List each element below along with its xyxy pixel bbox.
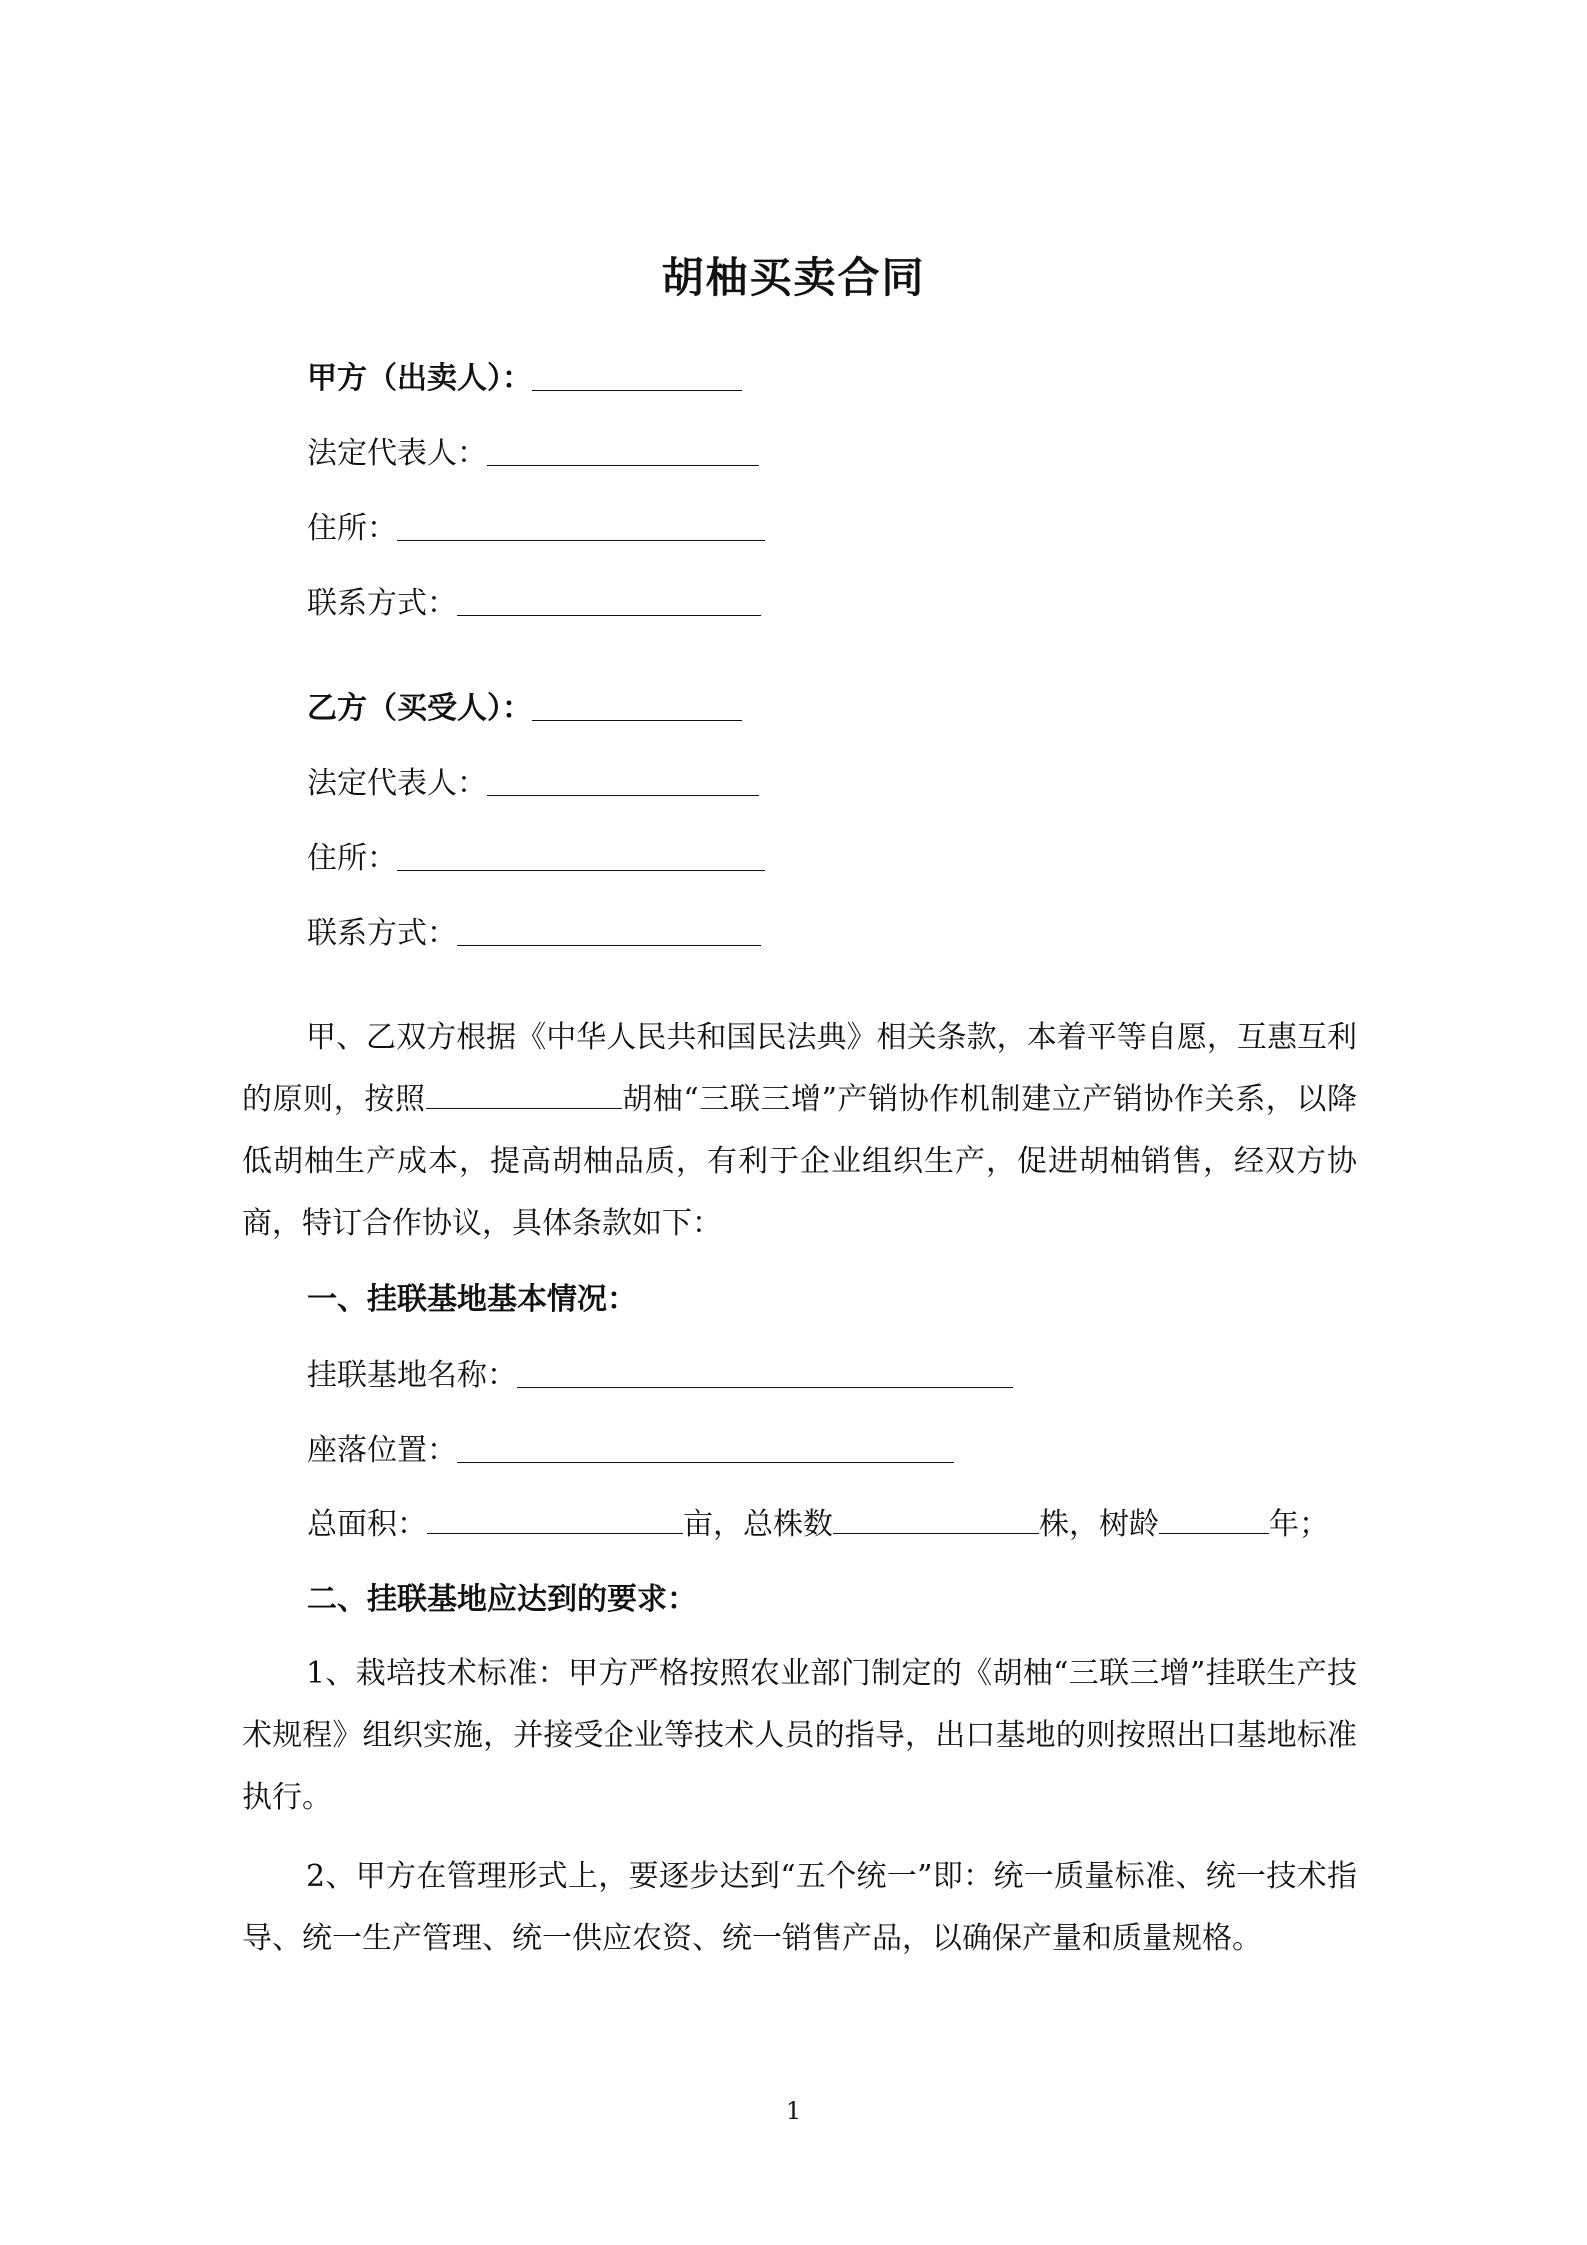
base-name-row (307, 1352, 1013, 1396)
intro-text-part1: 甲、乙双方根据《中华人民共和国民法典》相关条款，本着平等自愿，互惠互利的原则，按照 (242, 1020, 1357, 1117)
area-label: 总面积： (307, 1507, 427, 1542)
location-blank[interactable] (457, 1432, 954, 1463)
party-a-contact-blank[interactable] (457, 585, 761, 616)
party-a-name-blank[interactable] (532, 360, 742, 391)
party-a-legal-rep-row (307, 430, 759, 474)
party-a-heading-row (307, 355, 742, 399)
party-b-address-row (307, 835, 765, 879)
section2-item1: 1、栽培技术标准：甲方严格按照农业部门制定的《胡柚“三联三增”挂联生产技术规程》组织实施，并接受企业等技术人员的指导，出口基地的则按照出口基地标准执行。 (242, 1656, 1357, 1815)
tree-unit: 株，树龄 (1039, 1507, 1159, 1542)
section2-heading: 二、挂联基地应达到的要求： (307, 1582, 697, 1617)
party-b-contact-row (307, 910, 761, 954)
party-a-address-label: 住所： (307, 511, 397, 546)
section2-item2: 2、甲方在管理形式上，要逐步达到“五个统一”即：统一质量标准、统一技术指导、统一生产管理、统一供应农资、统一销售产品，以确保产量和质量规格。 (242, 1859, 1357, 1956)
party-b-heading: 乙方（买受人）： (307, 691, 532, 726)
area-row (307, 1503, 1329, 1545)
location-row (307, 1427, 954, 1471)
tree-age-blank[interactable] (1159, 1503, 1269, 1534)
party-a-legal-rep-label: 法定代表人： (307, 436, 487, 471)
intro-text-part2: 胡柚“三联三增”产销协作机制建立产销协作关系，以降低胡柚生产成本，提高胡柚品质，有利于企业组织生产，促进胡柚销售，经双方协商，特订合作协议，具体条款如下： (242, 1082, 1357, 1241)
party-b-legal-rep-row (307, 760, 759, 804)
party-b-name-blank[interactable] (532, 690, 742, 721)
party-a-address-row (307, 505, 765, 549)
tree-count-blank[interactable] (833, 1503, 1039, 1534)
age-unit: 年； (1269, 1507, 1329, 1542)
party-a-contact-row (307, 580, 761, 624)
page-number: 1 (785, 2097, 802, 2125)
party-a-legal-rep-blank[interactable] (487, 435, 759, 466)
base-name-label: 挂联基地名称： (307, 1358, 517, 1393)
intro-paragraph (242, 1007, 1357, 1255)
party-b-legal-rep-label: 法定代表人： (307, 766, 487, 801)
party-a-contact-label: 联系方式： (307, 586, 457, 621)
section1-heading: 一、挂联基地基本情况： (307, 1282, 637, 1317)
intro-region-blank[interactable] (426, 1078, 622, 1109)
location-label: 座落位置： (307, 1433, 457, 1468)
party-b-address-blank[interactable] (397, 840, 765, 871)
party-a-address-blank[interactable] (397, 510, 765, 541)
area-blank[interactable] (427, 1503, 683, 1534)
document-title: 胡柚买卖合同 (661, 253, 926, 302)
area-unit: 亩，总株数 (683, 1507, 833, 1542)
party-b-legal-rep-blank[interactable] (487, 765, 759, 796)
party-b-address-label: 住所： (307, 841, 397, 876)
party-b-contact-label: 联系方式： (307, 916, 457, 951)
party-b-heading-row (307, 685, 742, 729)
party-a-heading: 甲方（出卖人）： (307, 361, 532, 396)
party-b-contact-blank[interactable] (457, 915, 761, 946)
base-name-blank[interactable] (517, 1357, 1013, 1388)
